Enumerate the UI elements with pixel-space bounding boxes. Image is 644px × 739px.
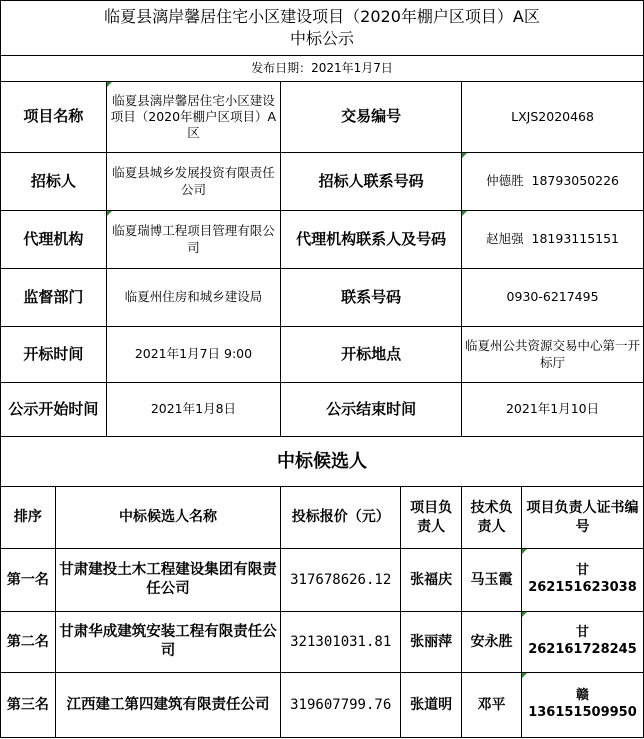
agency-label: 代理机构 xyxy=(1,211,107,269)
candidate-price: 321301031.81 xyxy=(281,612,401,673)
table-row xyxy=(1,673,644,738)
col-rank: 排序 xyxy=(1,487,56,549)
agency-contact-value: 赵旭强 18193115151 xyxy=(462,211,644,269)
candidate-pm: 张丽萍 xyxy=(401,612,462,673)
candidate-cert: 赣136151509950 xyxy=(521,673,643,738)
open-time-value: 2021年1月7日 9:00 xyxy=(106,327,281,383)
pub-end-label: 公示结束时间 xyxy=(281,383,462,437)
supervisor-value: 临夏州住房和城乡建设局 xyxy=(106,269,281,327)
pub-end-value: 2021年1月10日 xyxy=(462,383,644,437)
publish-date: 发布日期：2021年1月7日 xyxy=(1,56,644,82)
candidate-rank: 第一名 xyxy=(1,549,56,612)
table-row xyxy=(1,612,644,673)
candidate-cert: 甘262161728245 xyxy=(521,612,643,673)
candidate-price: 317678626.12 xyxy=(281,549,401,612)
agency-value: 临夏瑞博工程项目管理有限公司 xyxy=(106,211,281,269)
project-name-label: 项目名称 xyxy=(1,82,107,153)
open-time-label: 开标时间 xyxy=(1,327,107,383)
agency-contact-label: 代理机构联系人及号码 xyxy=(281,211,462,269)
col-name: 中标候选人名称 xyxy=(55,487,280,549)
pub-start-value: 2021年1月8日 xyxy=(106,383,281,437)
project-name-value: 临夏县漓岸馨居住宅小区建设项目（2020年棚户区项目）A区 xyxy=(106,82,281,153)
phone-value: 0930-6217495 xyxy=(462,269,644,327)
candidate-cert: 甘262151623038 xyxy=(521,549,643,612)
candidate-tech: 马玉霞 xyxy=(462,549,522,612)
candidate-pm: 张道明 xyxy=(401,673,462,738)
col-cert: 项目负责人证书编号 xyxy=(521,487,643,549)
col-pm: 项目负责人 xyxy=(401,487,462,549)
pub-start-label: 公示开始时间 xyxy=(1,383,107,437)
trade-no-label: 交易编号 xyxy=(281,82,462,153)
candidate-name: 江西建工第四建筑有限责任公司 xyxy=(55,673,280,738)
candidate-name: 甘肃建投土木工程建设集团有限责任公司 xyxy=(55,549,280,612)
table-row xyxy=(1,549,644,612)
open-place-label: 开标地点 xyxy=(281,327,462,383)
candidate-tech: 邓平 xyxy=(462,673,522,738)
candidate-tech: 安永胜 xyxy=(462,612,522,673)
tenderee-label: 招标人 xyxy=(1,153,107,211)
col-price: 投标报价（元） xyxy=(281,487,401,549)
title-line-2: 中标公示 xyxy=(289,29,354,48)
title-line-1: 临夏县漓岸馨居住宅小区建设项目（2020年棚户区项目）A区 xyxy=(104,7,540,27)
trade-no-value: LXJS2020468 xyxy=(462,82,644,153)
notice-title xyxy=(1,1,644,56)
candidates-title: 中标候选人 xyxy=(1,437,644,487)
phone-label: 联系号码 xyxy=(281,269,462,327)
candidate-pm: 张福庆 xyxy=(401,549,462,612)
candidate-name: 甘肃华成建筑安装工程有限责任公司 xyxy=(55,612,280,673)
tenderee-contact-label: 招标人联系号码 xyxy=(281,153,462,211)
open-place-value: 临夏州公共资源交易中心第一开标厅 xyxy=(462,327,644,383)
candidate-rank: 第二名 xyxy=(1,612,56,673)
candidate-price: 319607799.76 xyxy=(281,673,401,738)
col-tech: 技术负责人 xyxy=(462,487,522,549)
tenderee-contact-value: 仲德胜 18793050226 xyxy=(462,153,644,211)
tenderee-value: 临夏县城乡发展投资有限责任公司 xyxy=(106,153,281,211)
candidate-rank: 第三名 xyxy=(1,673,56,738)
supervisor-label: 监督部门 xyxy=(1,269,107,327)
